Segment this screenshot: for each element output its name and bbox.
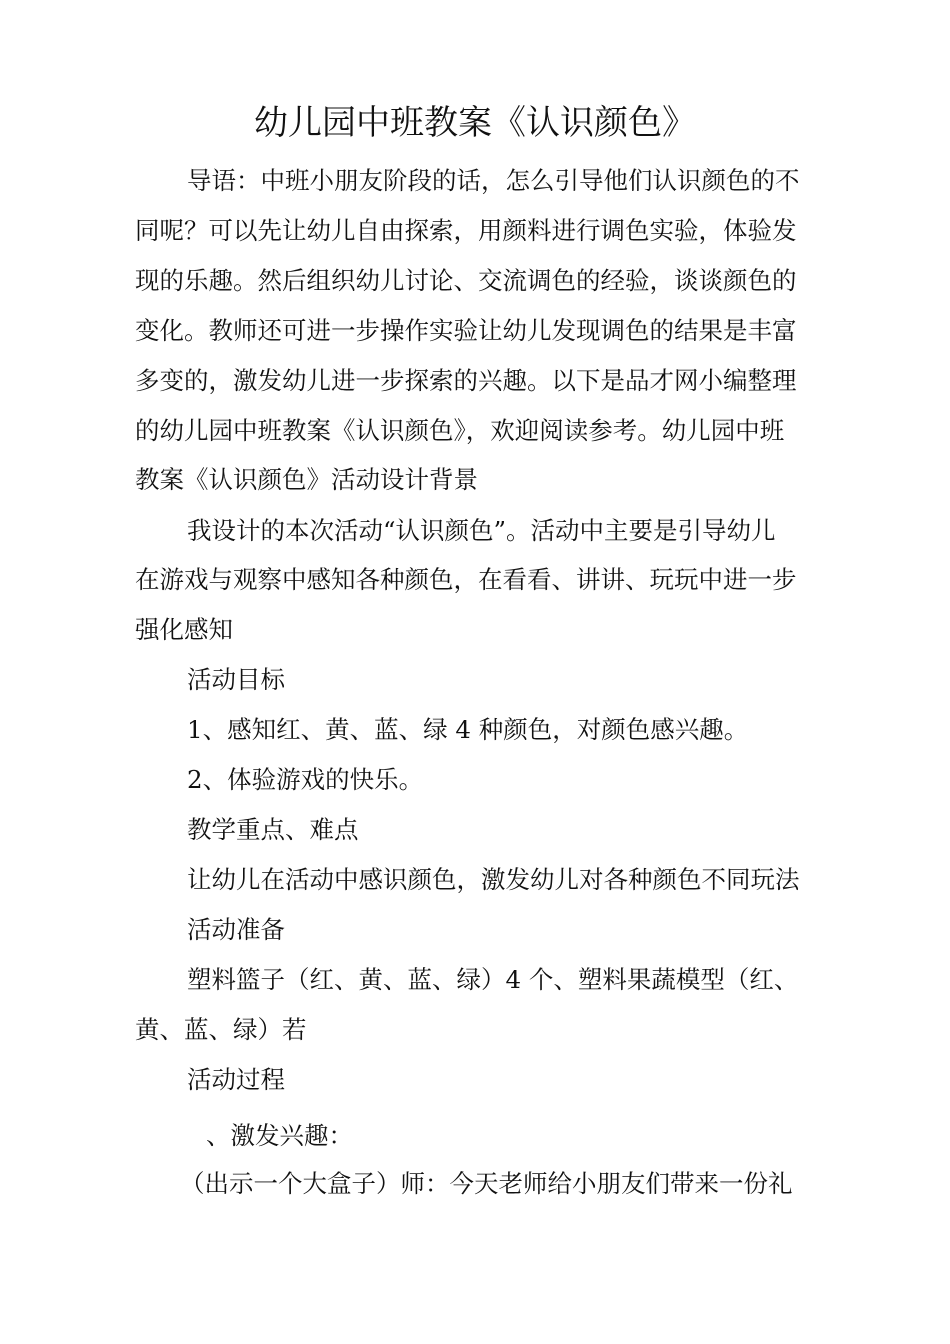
intro-line: 现的乐趣。然后组织幼儿讨论、交流调色的经验，谈谈颜色的 [135, 266, 797, 295]
intro-line: 导语：中班小朋友阶段的话，怎么引导他们认识颜色的不 [187, 166, 800, 195]
key-points-heading: 教学重点、难点 [187, 815, 359, 844]
step-heading: 、激发兴趣： [206, 1121, 353, 1150]
background-line: 强化感知 [135, 615, 233, 644]
intro-line: 教案《认识颜色》活动设计背景 [135, 465, 478, 494]
step-text: （出示一个大盒子）师：今天老师给小朋友们带来一份礼 [180, 1169, 793, 1198]
key-points-text: 让幼儿在活动中感识颜色，激发幼儿对各种颜色不同玩法 [187, 865, 800, 894]
process-heading: 活动过程 [187, 1065, 285, 1094]
intro-line: 多变的，激发幼儿进一步探索的兴趣。以下是品才网小编整理 [135, 366, 797, 395]
background-line: 在游戏与观察中感知各种颜色，在看看、讲讲、玩玩中进一步 [135, 565, 797, 594]
intro-line: 同呢？可以先让幼儿自由探索，用颜料进行调色实验，体验发 [135, 216, 797, 245]
document-title: 幼儿园中班教案《认识颜色》 [254, 103, 696, 143]
background-line: 我设计的本次活动“认识颜色”。活动中主要是引导幼儿 [187, 516, 776, 545]
preparation-line: 塑料篮子（红、黄、蓝、绿）4 个、塑料果蔬模型（红、 [187, 965, 799, 994]
intro-line: 变化。教师还可进一步操作实验让幼儿发现调色的结果是丰富 [135, 316, 797, 345]
intro-line: 的幼儿园中班教案《认识颜色》，欢迎阅读参考。幼儿园中班 [135, 416, 785, 445]
preparation-line: 黄、蓝、绿）若 [135, 1015, 307, 1044]
goal-item: 2、体验游戏的快乐。 [187, 765, 424, 794]
goal-item: 1、感知红、黄、蓝、绿 4 种颜色，对颜色感兴趣。 [187, 715, 749, 744]
goals-heading: 活动目标 [187, 665, 285, 694]
preparation-heading: 活动准备 [187, 915, 285, 944]
